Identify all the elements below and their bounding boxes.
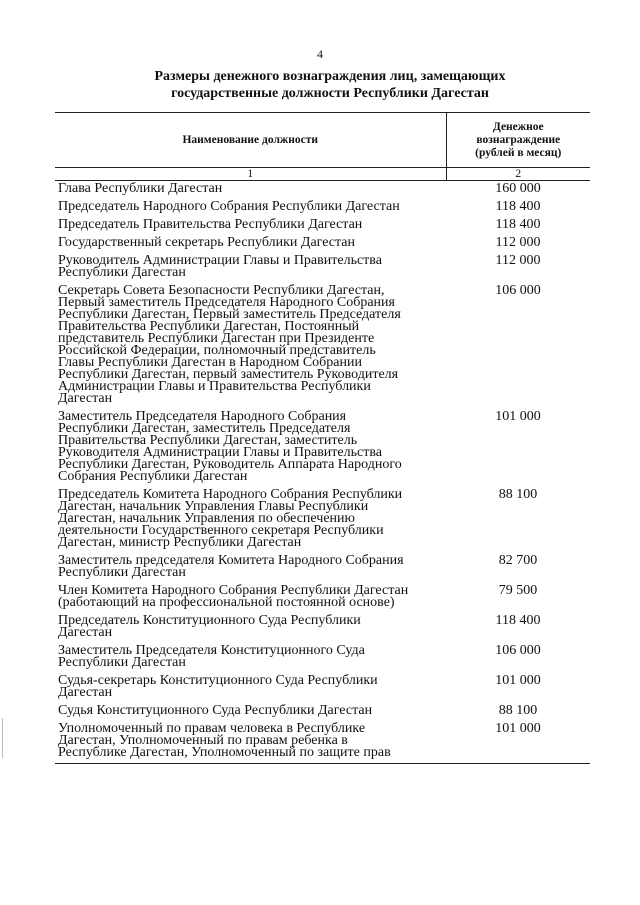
amount-cell: 112 000: [495, 253, 541, 268]
position-text-line: Дагестан, начальник Управления Главы Республики: [58, 499, 369, 514]
amount-cell: 118 400: [495, 199, 541, 214]
position-text-line: Уполномоченный по правам человека в Республике: [58, 721, 366, 736]
position-text-line: Председатель Комитета Народного Собрания Республики: [58, 487, 403, 502]
position-text-line: Судья-секретарь Конституционного Суда Республики: [58, 673, 378, 688]
position-text-line: Руководителя Администрации Главы и Правительства: [58, 445, 382, 460]
position-text-line: Заместитель Председателя Народного Собрания: [58, 409, 347, 424]
page-number: 4: [317, 47, 323, 61]
header-position: [55, 113, 446, 168]
position-cell: [55, 199, 446, 217]
position-text-line: Председатель Конституционного Суда Республики: [58, 613, 361, 628]
table-row: [55, 487, 590, 553]
position-cell: [55, 703, 446, 721]
table-row: [55, 583, 590, 613]
position-cell: [55, 643, 446, 673]
header-position-label: Наименование должности: [182, 133, 318, 146]
column-number-row: [55, 168, 590, 181]
position-text-line: Дагестан: [58, 625, 113, 640]
position-text-line: Глава Республики Дагестан: [58, 181, 223, 196]
position-text-line: Республике Дагестан, Уполномоченный по защите прав: [58, 745, 391, 760]
amount-cell: 106 000: [495, 283, 541, 298]
position-cell: [55, 583, 446, 613]
amount-cell: 82 700: [498, 553, 538, 568]
amount-cell: 88 100: [498, 703, 538, 718]
position-text-line: Государственный секретарь Республики Дагестан: [58, 235, 355, 250]
position-text-line: Правительства Республики Дагестан, Постоянный: [58, 319, 360, 334]
amount-cell: 118 400: [495, 217, 541, 232]
position-cell: [55, 409, 446, 487]
amount-cell: 106 000: [495, 643, 541, 658]
amount-cell: 101 000: [495, 673, 541, 688]
document-title: [60, 68, 600, 102]
column-number-1: 1: [55, 168, 446, 181]
amount-cell: 88 100: [498, 487, 538, 502]
table-row: [55, 199, 590, 217]
table-row: [55, 253, 590, 283]
amount-cell: 118 400: [495, 613, 541, 628]
position-text-line: Дагестан, начальник Управления по обеспечению: [58, 511, 355, 526]
position-text-line: Собрания Республики Дагестан: [58, 469, 248, 484]
position-cell: [55, 217, 446, 235]
position-text-line: Первый заместитель Председателя Народного Собрания: [58, 295, 395, 310]
position-cell: [55, 553, 446, 583]
title-line: государственные должности Республики Дагестан: [171, 86, 489, 101]
header-remuneration: [446, 113, 590, 168]
position-cell: [55, 721, 446, 764]
position-text-line: Республики Дагестан, Руководитель Аппарата Народного: [58, 457, 402, 472]
column-number-2: 2: [446, 168, 590, 181]
position-text-line: Республики Дагестан, Первый заместитель Председателя: [58, 307, 401, 322]
position-text-line: Администрации Главы и Правительства Республики: [58, 379, 371, 394]
table-row: [55, 181, 590, 200]
table-row: [55, 643, 590, 673]
position-cell: [55, 253, 446, 283]
position-text-line: Член Комитета Народного Собрания Республики Дагестан: [58, 583, 409, 598]
position-text-line: Республики Дагестан: [58, 565, 186, 580]
position-text-line: Дагестан, Уполномоченный по правам ребенка в: [58, 733, 348, 748]
amount-cell: 101 000: [495, 409, 541, 424]
position-text-line: Секретарь Совета Безопасности Республики Дагестан,: [58, 283, 385, 298]
table-row: [55, 235, 590, 253]
amount-cell: 160 000: [495, 181, 541, 196]
table-row: [55, 613, 590, 643]
position-text-line: Российской Федерации, полномочный представитель: [58, 343, 376, 358]
table-row: [55, 217, 590, 235]
table-row: [55, 721, 590, 764]
table-row: [55, 553, 590, 583]
position-text-line: Руководитель Администрации Главы и Правительства: [58, 253, 382, 268]
position-text-line: Главы Республики Дагестан в Народном Собрании: [58, 355, 362, 370]
table-row: [55, 283, 590, 409]
position-text-line: Заместитель Председателя Конституционного Суда: [58, 643, 365, 658]
position-text-line: Республики Дагестан, заместитель Председателя: [58, 421, 351, 436]
position-cell: [55, 283, 446, 409]
header-remuneration-line: вознаграждение: [476, 133, 561, 146]
position-text-line: Республики Дагестан: [58, 655, 186, 670]
header-remuneration-line: Денежное: [492, 120, 544, 133]
amount-cell: 101 000: [446, 721, 590, 764]
position-cell: [55, 613, 446, 643]
position-text-line: Заместитель председателя Комитета Народного Собрания: [58, 553, 404, 568]
position-text-line: Председатель Правительства Республики Дагестан: [58, 217, 363, 232]
position-text-line: представитель Республики Дагестан при Президенте: [58, 331, 375, 346]
remuneration-table: [55, 112, 590, 764]
position-text-line: деятельности Государственного секретаря Республики: [58, 523, 384, 538]
position-text-line: Дагестан, министр Республики Дагестан: [58, 535, 302, 550]
position-text-line: Правительства Республики Дагестан, заместитель: [58, 433, 358, 448]
title-line: Размеры денежного вознаграждения лиц, замещающих: [154, 69, 506, 84]
position-text-line: Судья Конституционного Суда Республики Дагестан: [58, 703, 373, 718]
position-cell: [55, 673, 446, 703]
position-text-line: Дагестан: [58, 685, 113, 700]
position-cell: [55, 181, 446, 200]
amount-cell: 79 500: [498, 583, 538, 598]
position-text-line: (работающий на профессиональной постоянной основе): [58, 595, 395, 610]
position-text-line: Республики Дагестан: [58, 265, 186, 280]
position-cell: [55, 235, 446, 253]
table-body: [55, 181, 590, 764]
amount-cell: 112 000: [495, 235, 541, 250]
position-text-line: Республики Дагестан, первый заместитель Руководителя: [58, 367, 399, 382]
header-remuneration-line: (рублей в месяц): [475, 146, 562, 159]
scan-edge-mark: [2, 718, 3, 758]
table-header-row: [55, 113, 590, 168]
table-row: [55, 409, 590, 487]
position-text-line: Председатель Народного Собрания Республики Дагестан: [58, 199, 400, 214]
position-text-line: Дагестан: [58, 391, 113, 406]
table-row: [55, 703, 590, 721]
position-cell: [55, 487, 446, 553]
table-row: [55, 673, 590, 703]
